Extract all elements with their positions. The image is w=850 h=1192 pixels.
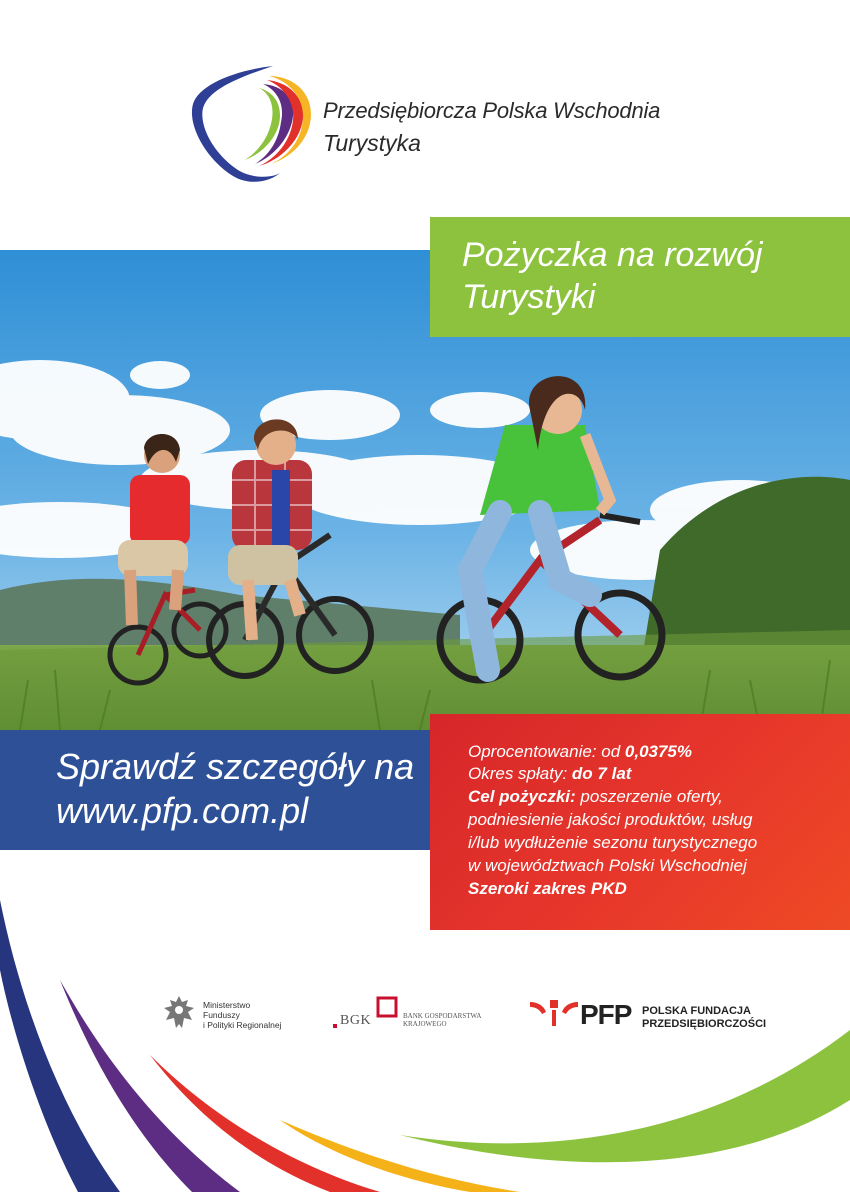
loan-purpose	[468, 786, 723, 808]
ppw-logo-icon	[185, 60, 315, 190]
loan-purpose-line4: w województwach Polski Wschodniej	[468, 856, 747, 875]
loan-purpose-label: Cel pożyczki:	[468, 787, 576, 806]
repayment-term	[468, 763, 631, 785]
loan-title-box	[430, 217, 850, 337]
brand-name: Przedsiębiorcza Polska Wschodnia	[323, 98, 661, 123]
interest-rate-label: Oprocentowanie: od	[468, 742, 625, 761]
pfp-line1: POLSKA FUNDACJA	[642, 1005, 751, 1017]
loan-title-line1: Pożyczka na rozwój	[462, 236, 763, 274]
bgk-line2: KRAJOWEGO	[403, 1020, 447, 1028]
bgk-square-icon	[375, 995, 399, 1019]
loan-purpose-line2: podniesienie jakości produktów, usług	[468, 810, 753, 829]
loan-purpose-line3: i/lub wydłużenie sezonu turystycznego	[468, 833, 758, 852]
cta-box	[0, 730, 445, 850]
bgk-line1: BANK GOSPODARSTWA	[403, 1012, 482, 1020]
ministry-line1: Ministerstwo	[203, 1000, 251, 1010]
pfp-abbr: PFP	[580, 999, 632, 1030]
decorative-swooshes	[0, 880, 850, 1192]
repayment-term-label: Okres spłaty:	[468, 764, 572, 783]
loan-title-line2: Turystyki	[462, 278, 596, 316]
pkd-range-text: Szeroki zakres PKD	[468, 879, 627, 898]
ministry-line2: Funduszy	[203, 1010, 240, 1020]
pfp-line2: PRZEDSIĘBIORCZOŚCI	[642, 1018, 767, 1030]
repayment-term-value: do 7 lat	[571, 764, 632, 783]
polish-eagle-icon	[162, 994, 196, 1032]
pfp-logo-icon	[528, 998, 580, 1028]
website-link[interactable]: www.pfp.com.pl	[56, 790, 309, 831]
bgk-abbr: BGK	[340, 1013, 372, 1028]
bgk-dot-icon	[333, 1024, 337, 1028]
brand-subtitle: Turystyka	[323, 130, 421, 156]
ministry-line3: i Polityki Regionalnej	[203, 1020, 282, 1030]
cta-text: Sprawdź szczegóły na	[56, 746, 415, 787]
loan-purpose-text: poszerzenie oferty,	[575, 787, 723, 806]
interest-rate	[468, 741, 692, 763]
interest-rate-value: 0,0375%	[624, 742, 693, 761]
